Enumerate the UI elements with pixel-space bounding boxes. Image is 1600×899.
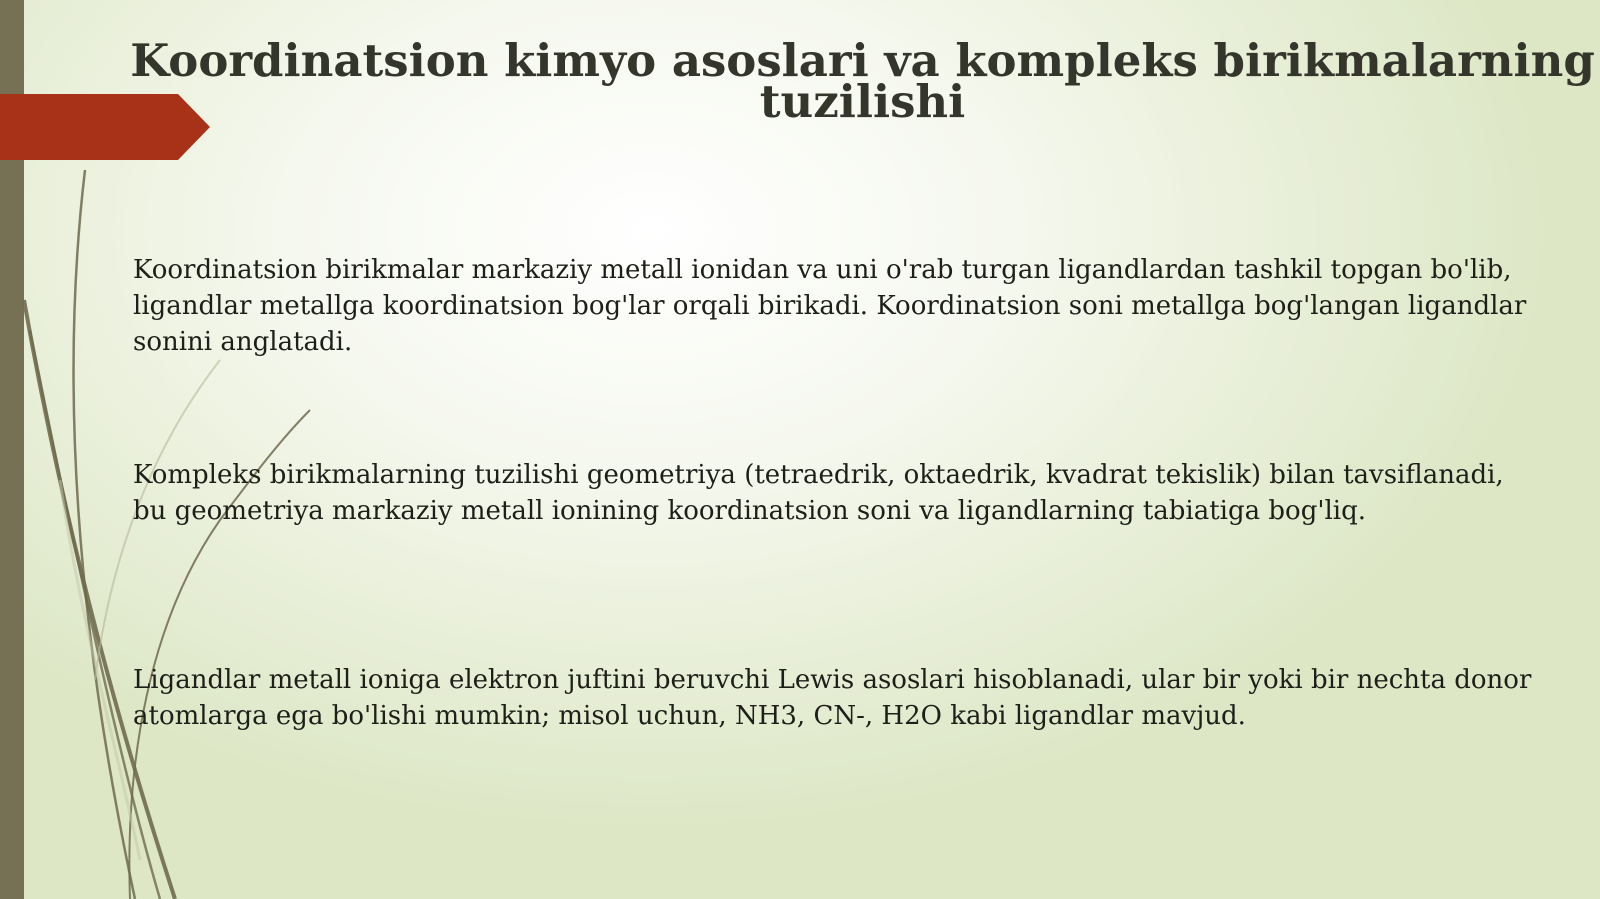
paragraph-ligands: Ligandlar metall ioniga elektron juftini beruvchi Lewis asoslari hisoblanadi, ular bir yoki bir nechta donor atomlarga ega bo'lishi mumkin; misol uchun, NH3, CN-, H2O kabi ligandlar mavjud. (133, 665, 1532, 731)
slide-title: Koordinatsion kimyo asoslari va kompleks birikmalarning tuzilishi (130, 34, 1595, 128)
paragraph-complex-geometry: Kompleks birikmalarning tuzilishi geometriya (tetraedrik, oktaedrik, kvadrat tekislik) bilan tavsiflanadi, bu geometriya markaziy metall ionining koordinatsion soni va ligandlarning tabiatiga bog'liq. (133, 460, 1504, 526)
paragraph-coordination-compounds: Koordinatsion birikmalar markaziy metall ionidan va uni o'rab turgan ligandlardan tashkil topgan bo'lib, ligandlar metallga koordinatsion bog'lar orqali birikadi. Koordinatsion soni metallga bog'langan ligandlar sonini anglatadi. (133, 255, 1527, 357)
